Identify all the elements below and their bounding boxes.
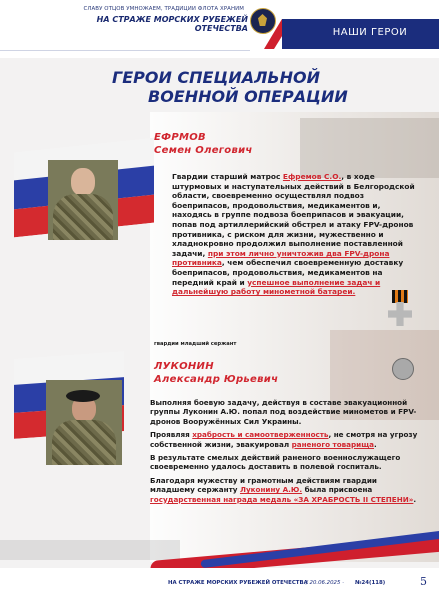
hero2-biography — [150, 398, 418, 508]
hero2-p2-text-run: Проявляя — [150, 430, 193, 440]
header-divider — [0, 50, 250, 51]
hero1-biography — [172, 172, 420, 297]
footer-issue: №24(118) — [355, 580, 386, 586]
hero1-bio-text-run: при этом лично уничтожив два FPV-дрона противника — [172, 248, 390, 268]
hero2-given-name: Александр Юрьевич — [154, 374, 279, 385]
hero2-rank: гвардии младший сержант — [154, 341, 237, 347]
page-header — [0, 0, 439, 58]
medal-badge-icon — [392, 358, 414, 380]
hero2-p2-text-run: , не смотря на угрозу собственной жизни, эвакуировал — [150, 430, 418, 449]
hero2-p4-text-run: . — [413, 494, 417, 504]
hero2-p2-text-run: раненого товарища — [291, 439, 375, 449]
hero2-p4-text-run: Луконину А.Ю. — [239, 485, 303, 495]
hero2-paragraph-1: Выполняя боевую задачу, действуя в составе эвакуационной группы Луконин А.Ю. попал под воздействие минометов и FPV-дронов Вооружённых Сил Украины. — [150, 398, 417, 426]
medal-image — [388, 290, 412, 330]
hero1-name — [154, 131, 314, 157]
hero2-surname: ЛУКОНИН — [154, 361, 214, 372]
hero2-paragraph-3: В результате смелых действий раненого военнослужащего своевременно удалось доставить в полевой госпиталь. — [150, 453, 401, 472]
background-photo-soldiers — [300, 118, 439, 178]
hero1-bio-text-run: Ефремов С.О. — [282, 172, 342, 181]
hero2-name — [154, 360, 314, 386]
bottom-watermark-band — [0, 540, 180, 560]
page-number: 5 — [420, 575, 427, 588]
page-title — [112, 68, 352, 106]
page-title-line1: ГЕРОИ СПЕЦИАЛЬНОЙ — [112, 68, 320, 87]
hero1-bio-text-run: Гвардии старший матрос — [172, 172, 283, 181]
hero1-bio-text-run: успешное выполнение задач и дальнейшую работу минометной батареи. — [172, 277, 381, 297]
hero2-p4-text-run: государственная награда медаль «ЗА ХРАБРОСТЬ II СТЕПЕНИ» — [150, 494, 414, 504]
hero2-p2-text-run: храбрость и самоотверженность — [192, 430, 329, 440]
hero2-p2-text-run: . — [374, 439, 377, 449]
hero2-p4-text-run: Благодаря мужеству и грамотным действиям гвардии младшему сержанту — [150, 475, 377, 495]
footer-date: / 20.06.2025 · — [306, 580, 344, 586]
hero1-bio-text-run: , чем обеспечил своевременную доставку боеприпасов, продовольствия, медикаментов на передний край и — [172, 258, 404, 287]
hero2-portrait — [46, 380, 122, 465]
hero2-p4-text-run: была присвоена — [302, 485, 373, 495]
hero1-portrait — [48, 160, 118, 240]
hero2-paragraph-2 — [150, 430, 418, 449]
hero1-surname: ЕФРМОВ — [154, 132, 206, 143]
naval-emblem-icon — [250, 8, 276, 34]
header-motto: СЛАВУ ОТЦОВ УМНОЖАЕМ, ТРАДИЦИИ ФЛОТА ХРАНИМ — [83, 6, 244, 12]
hero1-bio-text-run: , в ходе штурмовых и наступательных действий в Белгородской области, своевременно осуществлял подвоз боеприпасов, продовольствия, медикаментов и, находясь в группе подвоза боеприпасов и эвакуации, попав под артиллерийский обстрел и атаку FPV-дронов противника, с риском для жизни, мужественно и хладнокровно продолжил выполнение поставленной задачи, — [172, 172, 415, 258]
footer-publication: НА СТРАЖЕ МОРСКИХ РУБЕЖЕЙ ОТЕЧЕСТВА — [168, 580, 308, 586]
section-label: НАШИ ГЕРОИ — [332, 27, 408, 38]
hero2-paragraph-4 — [150, 476, 418, 504]
hero1-given-name: Семен Олегович — [154, 145, 253, 156]
page-title-line2: ВОЕННОЙ ОПЕРАЦИИ — [148, 87, 348, 106]
header-publication-title: НА СТРАЖЕ МОРСКИХ РУБЕЖЕЙ ОТЕЧЕСТВА — [96, 15, 248, 33]
